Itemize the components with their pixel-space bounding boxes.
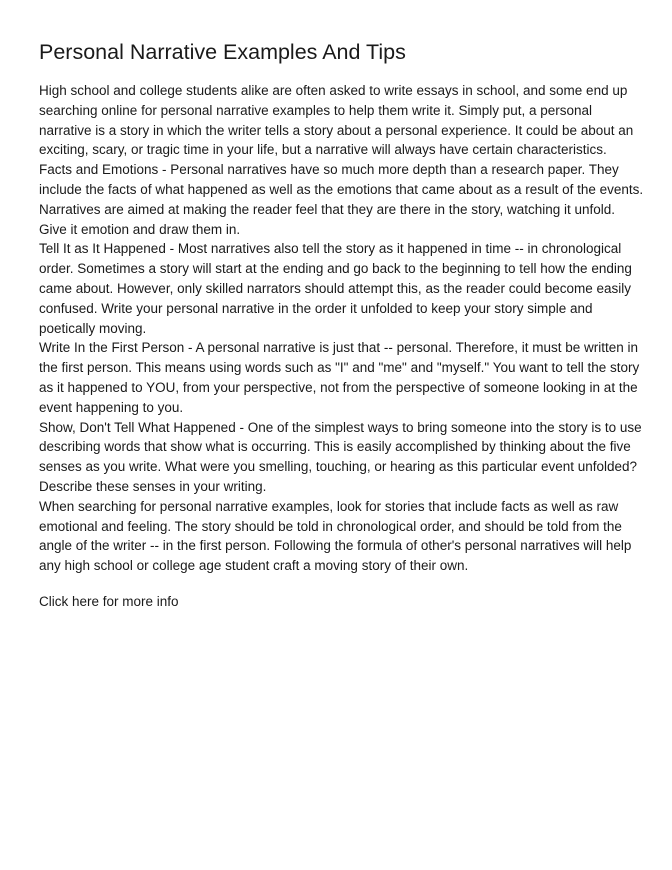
first-person-paragraph xyxy=(39,338,639,417)
text-line: as it happened to YOU, from your perspective, not from the perspective of someone looking in at the xyxy=(39,379,638,395)
text-line: High school and college students alike are often asked to write essays in school, and some end up xyxy=(39,83,628,98)
page-title: Personal Narrative Examples And Tips xyxy=(39,40,406,64)
text-line: angle of the writer -- in the first person. Following the formula of other's personal narratives will help xyxy=(39,538,632,554)
intro-paragraph xyxy=(39,81,639,160)
text-line: describing words that show what is occurring. This is easily accomplished by thinking about the five xyxy=(39,439,631,455)
text-line: When searching for personal narrative examples, look for stories that include facts as well as raw xyxy=(39,498,619,514)
text-line: came about. However, only skilled narrators should attempt this, as the reader could become easily xyxy=(39,280,632,296)
text-line: emotional and feeling. The story should be told in chronological order, and should be told from the xyxy=(39,518,622,534)
text-line: narrative is a story in which the writer tells a story about a personal experience. It could be about an xyxy=(39,122,634,138)
text-line: confused. Write your personal narrative in the order it unfolded to keep your story simple and xyxy=(39,300,593,316)
text-line: Describe these senses in your writing. xyxy=(39,478,267,494)
text-line: any high school or college age student craft a moving story of their own. xyxy=(39,558,469,574)
text-line: Show, Don't Tell What Happened - One of the simplest ways to bring someone into the story is to use xyxy=(39,419,642,435)
text-line: exciting, scary, or tragic time in your life, but a narrative will always have certain characteristics. xyxy=(39,142,607,158)
text-line: Facts and Emotions - Personal narratives have so much more depth than a research paper. They xyxy=(39,162,619,178)
text-line: Narratives are aimed at making the reader feel that they are there in the story, watching it unfold. xyxy=(39,201,616,217)
text-line: searching online for personal narrative examples to help them write it. Simply put, a personal xyxy=(39,102,593,118)
text-line: Write In the First Person - A personal narrative is just that -- personal. Therefore, it must be written in xyxy=(39,340,639,356)
conclusion-paragraph xyxy=(39,497,639,576)
show-dont-tell-paragraph xyxy=(39,418,642,497)
text-line: event happening to you. xyxy=(39,399,184,415)
article-body xyxy=(39,81,644,576)
text-line: Tell It as It Happened - Most narratives also tell the story as it happened in time -- in chronological xyxy=(39,241,622,257)
text-line: include the facts of what happened as well as the emotions that came about as a result of the events. xyxy=(39,181,644,197)
text-line: Give it emotion and draw them in. xyxy=(39,221,241,237)
text-line: order. Sometimes a story will start at the ending and go back to the beginning to tell how the ending xyxy=(39,261,632,277)
tell-it-paragraph xyxy=(39,239,639,338)
facts-emotions-paragraph xyxy=(39,160,644,239)
text-line: senses as you write. What were you smelling, touching, or hearing as this particular event unfolded? xyxy=(39,459,638,475)
text-line: poetically moving. xyxy=(39,320,147,336)
text-line: the first person. This means using words such as "I" and "me" and "myself." You want to tell the story xyxy=(39,360,640,376)
more-info-link[interactable]: Click here for more info xyxy=(39,594,179,609)
